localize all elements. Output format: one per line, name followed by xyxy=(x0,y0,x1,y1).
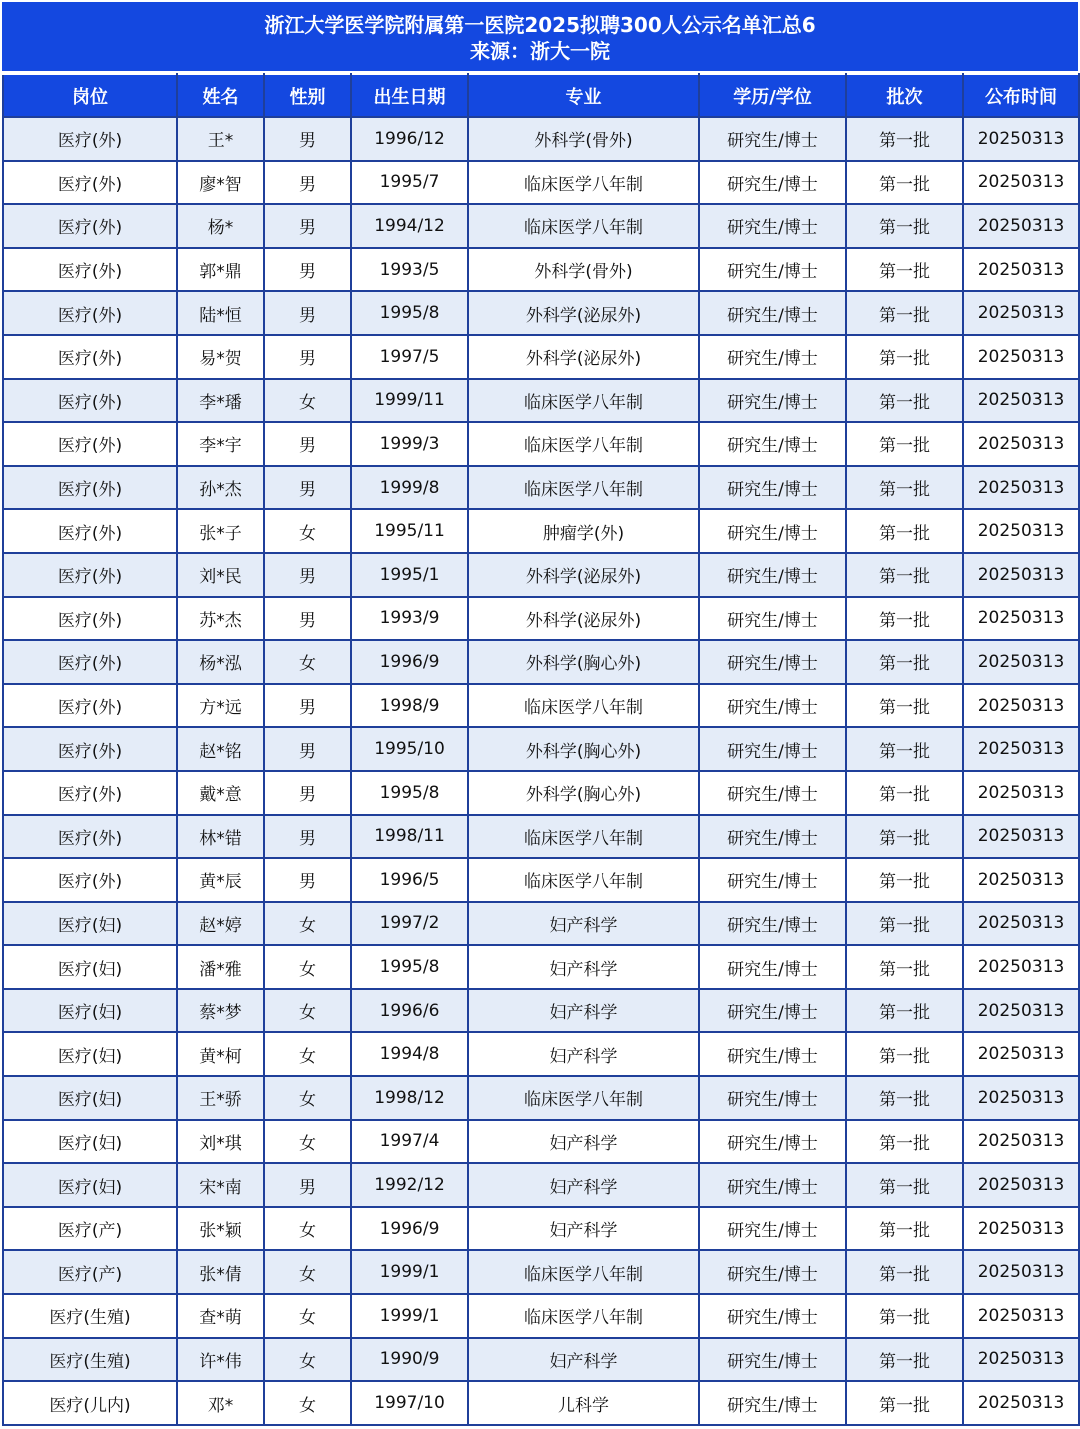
cell-name: 黄*柯 xyxy=(177,1032,264,1076)
column-header-birthdate: 出生日期 xyxy=(351,74,468,117)
cell-gender: 女 xyxy=(264,989,351,1033)
cell-major: 外科学(胸心外) xyxy=(468,771,699,815)
cell-degree: 研究生/博士 xyxy=(699,248,846,292)
cell-gender: 女 xyxy=(264,1250,351,1294)
cell-birthdate: 1995/8 xyxy=(351,771,468,815)
cell-publish-date: 20250313 xyxy=(963,291,1079,335)
table-row xyxy=(3,989,1079,1033)
table-row xyxy=(3,509,1079,553)
cell-birthdate: 1998/12 xyxy=(351,1076,468,1120)
cell-degree: 研究生/博士 xyxy=(699,684,846,728)
cell-gender: 女 xyxy=(264,1294,351,1338)
table-row xyxy=(3,1032,1079,1076)
cell-position: 医疗(外) xyxy=(3,771,177,815)
cell-gender: 男 xyxy=(264,291,351,335)
cell-publish-date: 20250313 xyxy=(963,553,1079,597)
cell-position: 医疗(外) xyxy=(3,597,177,641)
cell-name: 宋*南 xyxy=(177,1163,264,1207)
cell-position: 医疗(外) xyxy=(3,379,177,423)
cell-batch: 第一批 xyxy=(846,248,963,292)
cell-name: 邓* xyxy=(177,1381,264,1425)
cell-name: 许*伟 xyxy=(177,1338,264,1382)
cell-birthdate: 1999/3 xyxy=(351,422,468,466)
cell-name: 陆*恒 xyxy=(177,291,264,335)
cell-position: 医疗(妇) xyxy=(3,902,177,946)
cell-gender: 女 xyxy=(264,1338,351,1382)
cell-major: 妇产科学 xyxy=(468,1207,699,1251)
cell-position: 医疗(生殖) xyxy=(3,1338,177,1382)
table-row xyxy=(3,248,1079,292)
table-row xyxy=(3,466,1079,510)
table-row xyxy=(3,1294,1079,1338)
cell-publish-date: 20250313 xyxy=(963,902,1079,946)
table-row xyxy=(3,379,1079,423)
cell-major: 临床医学八年制 xyxy=(468,858,699,902)
cell-publish-date: 20250313 xyxy=(963,1250,1079,1294)
cell-batch: 第一批 xyxy=(846,204,963,248)
cell-gender: 男 xyxy=(264,597,351,641)
cell-batch: 第一批 xyxy=(846,684,963,728)
cell-gender: 男 xyxy=(264,771,351,815)
cell-birthdate: 1993/5 xyxy=(351,248,468,292)
cell-publish-date: 20250313 xyxy=(963,1163,1079,1207)
table-row xyxy=(3,117,1079,161)
cell-degree: 研究生/博士 xyxy=(699,815,846,859)
page-source: 来源：浙大一院 xyxy=(470,39,610,63)
cell-major: 临床医学八年制 xyxy=(468,204,699,248)
cell-gender: 男 xyxy=(264,248,351,292)
cell-gender: 男 xyxy=(264,422,351,466)
column-header-batch: 批次 xyxy=(846,74,963,117)
cell-major: 外科学(骨外) xyxy=(468,117,699,161)
cell-batch: 第一批 xyxy=(846,466,963,510)
cell-birthdate: 1996/9 xyxy=(351,640,468,684)
cell-batch: 第一批 xyxy=(846,771,963,815)
cell-position: 医疗(外) xyxy=(3,815,177,859)
cell-publish-date: 20250313 xyxy=(963,945,1079,989)
cell-batch: 第一批 xyxy=(846,1338,963,1382)
cell-batch: 第一批 xyxy=(846,379,963,423)
cell-gender: 女 xyxy=(264,640,351,684)
cell-batch: 第一批 xyxy=(846,815,963,859)
cell-batch: 第一批 xyxy=(846,1120,963,1164)
cell-major: 临床医学八年制 xyxy=(468,161,699,205)
cell-major: 外科学(胸心外) xyxy=(468,727,699,771)
cell-degree: 研究生/博士 xyxy=(699,902,846,946)
cell-position: 医疗(妇) xyxy=(3,1032,177,1076)
cell-publish-date: 20250313 xyxy=(963,248,1079,292)
table-header-row xyxy=(3,74,1079,117)
cell-position: 医疗(外) xyxy=(3,727,177,771)
cell-publish-date: 20250313 xyxy=(963,640,1079,684)
cell-batch: 第一批 xyxy=(846,902,963,946)
cell-major: 妇产科学 xyxy=(468,902,699,946)
cell-major: 妇产科学 xyxy=(468,1032,699,1076)
cell-name: 潘*雅 xyxy=(177,945,264,989)
cell-batch: 第一批 xyxy=(846,858,963,902)
cell-gender: 女 xyxy=(264,509,351,553)
cell-batch: 第一批 xyxy=(846,335,963,379)
cell-publish-date: 20250313 xyxy=(963,1207,1079,1251)
table-row xyxy=(3,422,1079,466)
table-body xyxy=(3,117,1079,1425)
table-row xyxy=(3,727,1079,771)
column-header-major: 专业 xyxy=(468,74,699,117)
cell-name: 张*颖 xyxy=(177,1207,264,1251)
cell-major: 妇产科学 xyxy=(468,989,699,1033)
table-row xyxy=(3,161,1079,205)
cell-publish-date: 20250313 xyxy=(963,1294,1079,1338)
cell-name: 林*错 xyxy=(177,815,264,859)
cell-degree: 研究生/博士 xyxy=(699,553,846,597)
cell-major: 临床医学八年制 xyxy=(468,466,699,510)
column-header-degree: 学历/学位 xyxy=(699,74,846,117)
cell-position: 医疗(外) xyxy=(3,684,177,728)
cell-publish-date: 20250313 xyxy=(963,1338,1079,1382)
cell-birthdate: 1993/9 xyxy=(351,597,468,641)
page-title: 浙江大学医学院附属第一医院2025拟聘300人公示名单汇总6 xyxy=(264,13,816,37)
table-row xyxy=(3,291,1079,335)
cell-birthdate: 1995/8 xyxy=(351,291,468,335)
cell-batch: 第一批 xyxy=(846,291,963,335)
cell-publish-date: 20250313 xyxy=(963,815,1079,859)
cell-gender: 男 xyxy=(264,815,351,859)
cell-degree: 研究生/博士 xyxy=(699,466,846,510)
table-row xyxy=(3,335,1079,379)
cell-major: 临床医学八年制 xyxy=(468,1294,699,1338)
cell-birthdate: 1997/10 xyxy=(351,1381,468,1425)
cell-birthdate: 1996/9 xyxy=(351,1207,468,1251)
cell-publish-date: 20250313 xyxy=(963,204,1079,248)
cell-gender: 女 xyxy=(264,902,351,946)
cell-major: 临床医学八年制 xyxy=(468,379,699,423)
cell-publish-date: 20250313 xyxy=(963,466,1079,510)
cell-birthdate: 1995/10 xyxy=(351,727,468,771)
cell-publish-date: 20250313 xyxy=(963,597,1079,641)
cell-birthdate: 1997/2 xyxy=(351,902,468,946)
cell-name: 刘*民 xyxy=(177,553,264,597)
cell-position: 医疗(外) xyxy=(3,858,177,902)
cell-position: 医疗(外) xyxy=(3,248,177,292)
cell-degree: 研究生/博士 xyxy=(699,1163,846,1207)
cell-gender: 男 xyxy=(264,553,351,597)
cell-publish-date: 20250313 xyxy=(963,335,1079,379)
cell-batch: 第一批 xyxy=(846,1294,963,1338)
cell-degree: 研究生/博士 xyxy=(699,335,846,379)
cell-degree: 研究生/博士 xyxy=(699,204,846,248)
cell-name: 戴*意 xyxy=(177,771,264,815)
cell-major: 妇产科学 xyxy=(468,945,699,989)
cell-birthdate: 1996/5 xyxy=(351,858,468,902)
table-row xyxy=(3,640,1079,684)
cell-batch: 第一批 xyxy=(846,509,963,553)
table-row xyxy=(3,1250,1079,1294)
cell-birthdate: 1995/8 xyxy=(351,945,468,989)
cell-batch: 第一批 xyxy=(846,640,963,684)
column-header-position: 岗位 xyxy=(3,74,177,117)
cell-degree: 研究生/博士 xyxy=(699,945,846,989)
cell-birthdate: 1999/8 xyxy=(351,466,468,510)
cell-position: 医疗(妇) xyxy=(3,1120,177,1164)
cell-major: 外科学(胸心外) xyxy=(468,640,699,684)
candidate-table xyxy=(2,73,1080,1426)
cell-birthdate: 1995/7 xyxy=(351,161,468,205)
cell-gender: 男 xyxy=(264,117,351,161)
cell-position: 医疗(外) xyxy=(3,161,177,205)
cell-name: 苏*杰 xyxy=(177,597,264,641)
cell-degree: 研究生/博士 xyxy=(699,509,846,553)
column-header-publish-date: 公布时间 xyxy=(963,74,1079,117)
cell-gender: 女 xyxy=(264,379,351,423)
cell-position: 医疗(外) xyxy=(3,509,177,553)
cell-position: 医疗(外) xyxy=(3,335,177,379)
cell-degree: 研究生/博士 xyxy=(699,1120,846,1164)
cell-gender: 男 xyxy=(264,204,351,248)
cell-birthdate: 1996/12 xyxy=(351,117,468,161)
cell-major: 妇产科学 xyxy=(468,1338,699,1382)
cell-position: 医疗(外) xyxy=(3,553,177,597)
cell-gender: 女 xyxy=(264,945,351,989)
cell-publish-date: 20250313 xyxy=(963,858,1079,902)
cell-major: 外科学(泌尿外) xyxy=(468,597,699,641)
cell-gender: 男 xyxy=(264,466,351,510)
cell-degree: 研究生/博士 xyxy=(699,1032,846,1076)
cell-batch: 第一批 xyxy=(846,1032,963,1076)
cell-name: 孙*杰 xyxy=(177,466,264,510)
cell-name: 刘*琪 xyxy=(177,1120,264,1164)
recruitment-list-sheet xyxy=(2,2,1078,1426)
cell-name: 张*倩 xyxy=(177,1250,264,1294)
table-row xyxy=(3,204,1079,248)
cell-major: 临床医学八年制 xyxy=(468,1076,699,1120)
cell-publish-date: 20250313 xyxy=(963,1120,1079,1164)
cell-degree: 研究生/博士 xyxy=(699,1076,846,1120)
cell-batch: 第一批 xyxy=(846,1163,963,1207)
table-row xyxy=(3,1207,1079,1251)
cell-name: 王*骄 xyxy=(177,1076,264,1120)
cell-name: 李*宇 xyxy=(177,422,264,466)
cell-degree: 研究生/博士 xyxy=(699,1338,846,1382)
cell-position: 医疗(外) xyxy=(3,466,177,510)
cell-name: 郭*鼎 xyxy=(177,248,264,292)
cell-publish-date: 20250313 xyxy=(963,1076,1079,1120)
cell-position: 医疗(妇) xyxy=(3,945,177,989)
cell-batch: 第一批 xyxy=(846,989,963,1033)
cell-batch: 第一批 xyxy=(846,945,963,989)
cell-degree: 研究生/博士 xyxy=(699,1250,846,1294)
cell-degree: 研究生/博士 xyxy=(699,422,846,466)
cell-gender: 女 xyxy=(264,1207,351,1251)
cell-position: 医疗(妇) xyxy=(3,1076,177,1120)
cell-publish-date: 20250313 xyxy=(963,1032,1079,1076)
cell-batch: 第一批 xyxy=(846,1250,963,1294)
cell-major: 肿瘤学(外) xyxy=(468,509,699,553)
cell-degree: 研究生/博士 xyxy=(699,291,846,335)
table-row xyxy=(3,684,1079,728)
table-row xyxy=(3,815,1079,859)
column-header-gender: 性别 xyxy=(264,74,351,117)
cell-position: 医疗(生殖) xyxy=(3,1294,177,1338)
cell-position: 医疗(产) xyxy=(3,1207,177,1251)
cell-birthdate: 1994/12 xyxy=(351,204,468,248)
cell-degree: 研究生/博士 xyxy=(699,161,846,205)
cell-birthdate: 1990/9 xyxy=(351,1338,468,1382)
cell-gender: 男 xyxy=(264,1163,351,1207)
cell-gender: 男 xyxy=(264,727,351,771)
cell-degree: 研究生/博士 xyxy=(699,597,846,641)
cell-name: 杨*泓 xyxy=(177,640,264,684)
cell-major: 外科学(泌尿外) xyxy=(468,335,699,379)
cell-degree: 研究生/博士 xyxy=(699,117,846,161)
column-header-name: 姓名 xyxy=(177,74,264,117)
cell-degree: 研究生/博士 xyxy=(699,1381,846,1425)
cell-publish-date: 20250313 xyxy=(963,161,1079,205)
cell-position: 医疗(外) xyxy=(3,291,177,335)
cell-name: 黄*辰 xyxy=(177,858,264,902)
table-row xyxy=(3,597,1079,641)
cell-major: 临床医学八年制 xyxy=(468,1250,699,1294)
cell-name: 廖*智 xyxy=(177,161,264,205)
cell-major: 临床医学八年制 xyxy=(468,684,699,728)
cell-position: 医疗(妇) xyxy=(3,989,177,1033)
cell-batch: 第一批 xyxy=(846,553,963,597)
cell-birthdate: 1998/9 xyxy=(351,684,468,728)
table-row xyxy=(3,1120,1079,1164)
cell-birthdate: 1999/11 xyxy=(351,379,468,423)
cell-gender: 男 xyxy=(264,161,351,205)
cell-publish-date: 20250313 xyxy=(963,509,1079,553)
table-row xyxy=(3,1076,1079,1120)
table-row xyxy=(3,553,1079,597)
cell-publish-date: 20250313 xyxy=(963,727,1079,771)
cell-name: 张*子 xyxy=(177,509,264,553)
cell-name: 易*贺 xyxy=(177,335,264,379)
cell-position: 医疗(外) xyxy=(3,204,177,248)
cell-position: 医疗(外) xyxy=(3,640,177,684)
cell-gender: 男 xyxy=(264,335,351,379)
cell-name: 王* xyxy=(177,117,264,161)
cell-major: 临床医学八年制 xyxy=(468,815,699,859)
cell-major: 外科学(骨外) xyxy=(468,248,699,292)
cell-birthdate: 1997/4 xyxy=(351,1120,468,1164)
cell-birthdate: 1992/12 xyxy=(351,1163,468,1207)
cell-name: 李*璠 xyxy=(177,379,264,423)
cell-publish-date: 20250313 xyxy=(963,989,1079,1033)
cell-name: 杨* xyxy=(177,204,264,248)
cell-degree: 研究生/博士 xyxy=(699,379,846,423)
cell-batch: 第一批 xyxy=(846,727,963,771)
cell-gender: 女 xyxy=(264,1120,351,1164)
cell-publish-date: 20250313 xyxy=(963,117,1079,161)
cell-major: 儿科学 xyxy=(468,1381,699,1425)
cell-major: 妇产科学 xyxy=(468,1163,699,1207)
cell-position: 医疗(妇) xyxy=(3,1163,177,1207)
cell-major: 外科学(泌尿外) xyxy=(468,553,699,597)
cell-batch: 第一批 xyxy=(846,161,963,205)
cell-batch: 第一批 xyxy=(846,422,963,466)
cell-position: 医疗(儿内) xyxy=(3,1381,177,1425)
cell-birthdate: 1999/1 xyxy=(351,1294,468,1338)
title-banner xyxy=(2,2,1078,73)
cell-name: 方*远 xyxy=(177,684,264,728)
cell-degree: 研究生/博士 xyxy=(699,727,846,771)
cell-major: 外科学(泌尿外) xyxy=(468,291,699,335)
table-row xyxy=(3,1163,1079,1207)
cell-gender: 女 xyxy=(264,1381,351,1425)
cell-publish-date: 20250313 xyxy=(963,1381,1079,1425)
table-row xyxy=(3,945,1079,989)
cell-batch: 第一批 xyxy=(846,1381,963,1425)
cell-birthdate: 1995/11 xyxy=(351,509,468,553)
cell-batch: 第一批 xyxy=(846,597,963,641)
cell-batch: 第一批 xyxy=(846,1076,963,1120)
table-row xyxy=(3,771,1079,815)
table-row xyxy=(3,1381,1079,1425)
cell-birthdate: 1997/5 xyxy=(351,335,468,379)
cell-name: 赵*铭 xyxy=(177,727,264,771)
cell-birthdate: 1995/1 xyxy=(351,553,468,597)
cell-publish-date: 20250313 xyxy=(963,771,1079,815)
cell-degree: 研究生/博士 xyxy=(699,771,846,815)
cell-name: 赵*婷 xyxy=(177,902,264,946)
cell-degree: 研究生/博士 xyxy=(699,640,846,684)
cell-gender: 男 xyxy=(264,858,351,902)
cell-position: 医疗(外) xyxy=(3,422,177,466)
cell-gender: 女 xyxy=(264,1032,351,1076)
table-row xyxy=(3,1338,1079,1382)
cell-major: 临床医学八年制 xyxy=(468,422,699,466)
cell-birthdate: 1998/11 xyxy=(351,815,468,859)
cell-publish-date: 20250313 xyxy=(963,684,1079,728)
cell-gender: 男 xyxy=(264,684,351,728)
cell-publish-date: 20250313 xyxy=(963,422,1079,466)
table-row xyxy=(3,902,1079,946)
cell-degree: 研究生/博士 xyxy=(699,858,846,902)
cell-publish-date: 20250313 xyxy=(963,379,1079,423)
cell-degree: 研究生/博士 xyxy=(699,1294,846,1338)
cell-batch: 第一批 xyxy=(846,117,963,161)
cell-name: 蔡*梦 xyxy=(177,989,264,1033)
table-row xyxy=(3,858,1079,902)
cell-birthdate: 1999/1 xyxy=(351,1250,468,1294)
cell-birthdate: 1994/8 xyxy=(351,1032,468,1076)
cell-name: 查*萌 xyxy=(177,1294,264,1338)
cell-position: 医疗(外) xyxy=(3,117,177,161)
cell-degree: 研究生/博士 xyxy=(699,1207,846,1251)
cell-degree: 研究生/博士 xyxy=(699,989,846,1033)
cell-position: 医疗(产) xyxy=(3,1250,177,1294)
cell-major: 妇产科学 xyxy=(468,1120,699,1164)
cell-batch: 第一批 xyxy=(846,1207,963,1251)
cell-birthdate: 1996/6 xyxy=(351,989,468,1033)
cell-gender: 女 xyxy=(264,1076,351,1120)
